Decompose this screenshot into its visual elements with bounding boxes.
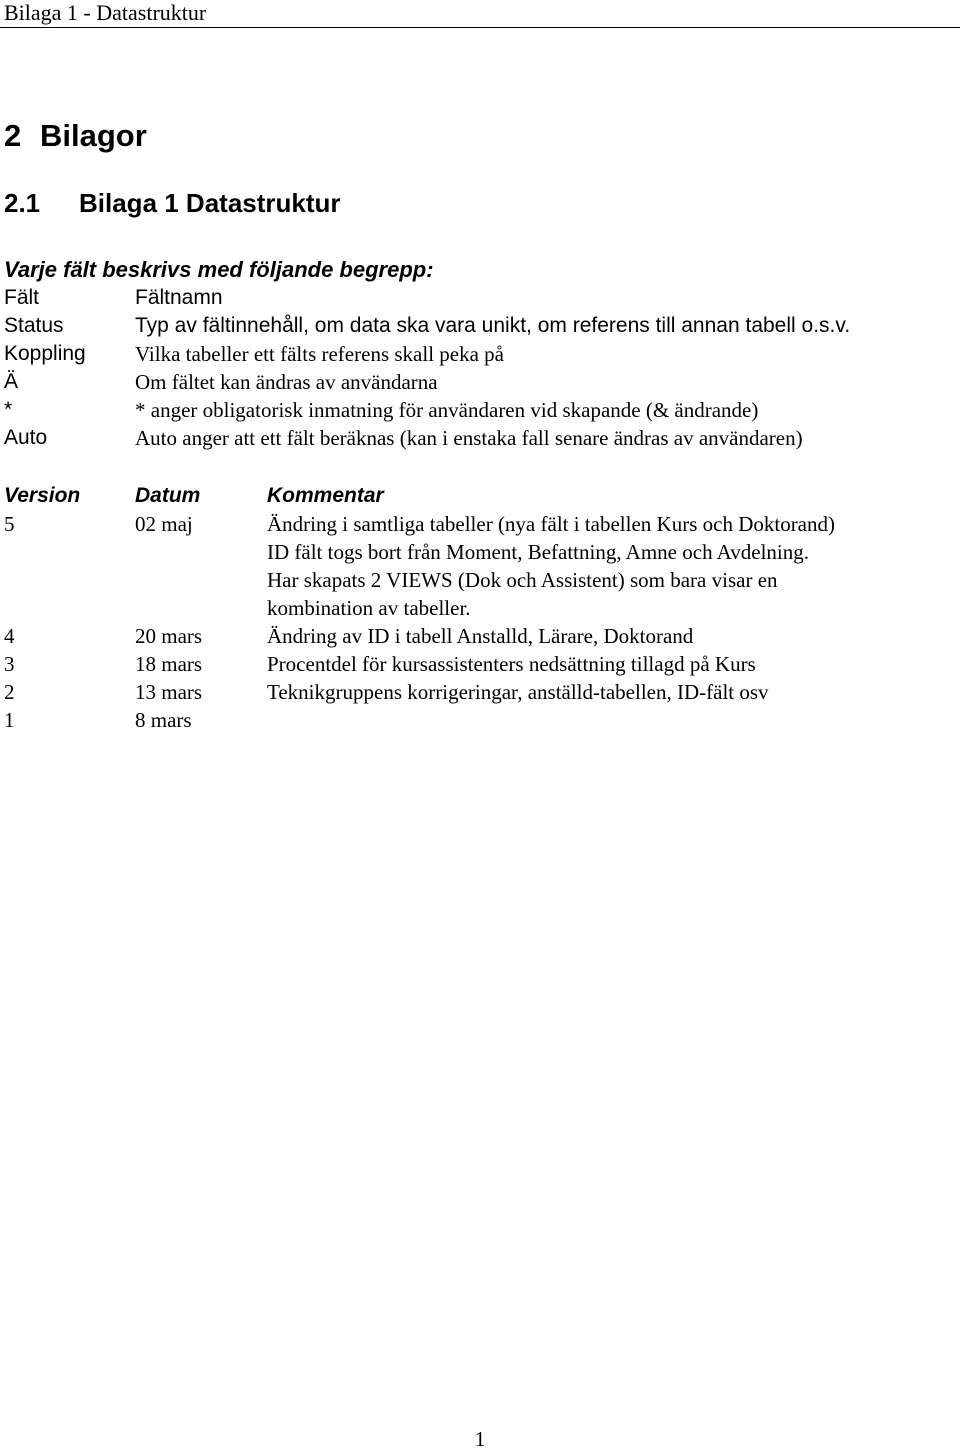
version-comments — [267, 622, 954, 650]
version-comment-line: Ändring av ID i tabell Anstalld, Lärare, Doktorand — [267, 624, 694, 648]
version-date: 8 mars — [135, 708, 192, 732]
subsection-heading — [4, 187, 341, 219]
version-comments — [267, 706, 954, 734]
subsection-title: Bilaga 1 Datastruktur — [79, 188, 341, 218]
version-comment-line: Teknikgruppens korrigeringar, anställd-tabellen, ID-fält osv — [267, 680, 769, 704]
definition-term: * — [4, 398, 13, 421]
definition-description: Om fältet kan ändras av användarna — [135, 370, 438, 394]
definition-list — [4, 284, 954, 452]
version-date: 02 maj — [135, 512, 193, 536]
definition-row — [4, 340, 954, 368]
version-number: 2 — [4, 680, 15, 704]
running-header: Bilaga 1 - Datastruktur — [4, 0, 207, 25]
section-title: Bilagor — [40, 118, 147, 153]
definition-row — [4, 284, 954, 312]
definition-description: Auto anger att ett fält beräknas (kan i enstaka fall senare ändras av användaren) — [135, 426, 803, 450]
section-number: 2 — [4, 118, 22, 153]
version-comment-line: Procentdel för kursassistenters nedsättning tillagd på Kurs — [267, 652, 756, 676]
section-heading — [4, 118, 147, 154]
version-date: 13 mars — [135, 680, 203, 704]
definition-term: Koppling — [4, 342, 86, 365]
page-number: 1 — [474, 1427, 486, 1451]
version-comments — [267, 678, 954, 706]
version-row — [4, 706, 954, 734]
version-column-header: Version — [4, 484, 81, 507]
intro-text: Varje fält beskrivs med följande begrepp: — [4, 257, 434, 282]
version-number: 5 — [4, 512, 15, 536]
version-row — [4, 678, 954, 706]
definition-description: Typ av fältinnehåll, om data ska vara unikt, om referens till annan tabell o.s.v. — [135, 314, 851, 337]
header-divider — [0, 27, 960, 28]
version-comment-line: ID fält togs bort från Moment, Befattning, Amne och Avdelning. — [267, 540, 810, 564]
version-table-header — [4, 482, 954, 510]
version-comment-line: kombination av tabeller. — [267, 596, 471, 620]
version-comments — [267, 510, 954, 622]
comment-column-header: Kommentar — [267, 484, 384, 507]
date-column-header: Datum — [135, 484, 201, 507]
version-number: 4 — [4, 624, 15, 648]
definition-description: Vilka tabeller ett fälts referens skall peka på — [135, 342, 504, 366]
definition-row — [4, 368, 954, 396]
version-date: 20 mars — [135, 624, 203, 648]
definition-term: Status — [4, 314, 64, 337]
definition-term: Ä — [4, 370, 19, 393]
definition-row — [4, 312, 954, 340]
version-number: 3 — [4, 652, 15, 676]
subsection-number: 2.1 — [4, 188, 41, 218]
version-row — [4, 510, 954, 622]
version-row — [4, 622, 954, 650]
version-table — [4, 510, 954, 734]
version-comments — [267, 650, 954, 678]
definition-description: Fältnamn — [135, 286, 223, 309]
definition-row — [4, 424, 954, 452]
definition-row — [4, 396, 954, 424]
version-date: 18 mars — [135, 652, 203, 676]
definition-term: Fält — [4, 286, 40, 309]
version-row — [4, 650, 954, 678]
definition-term: Auto — [4, 426, 48, 449]
definition-description: * anger obligatorisk inmatning för användaren vid skapande (& ändrande) — [135, 398, 759, 422]
version-comment-line: Har skapats 2 VIEWS (Dok och Assistent) som bara visar en — [267, 568, 778, 592]
version-comment-line: Ändring i samtliga tabeller (nya fält i tabellen Kurs och Doktorand) — [267, 512, 835, 536]
version-number: 1 — [4, 708, 15, 732]
